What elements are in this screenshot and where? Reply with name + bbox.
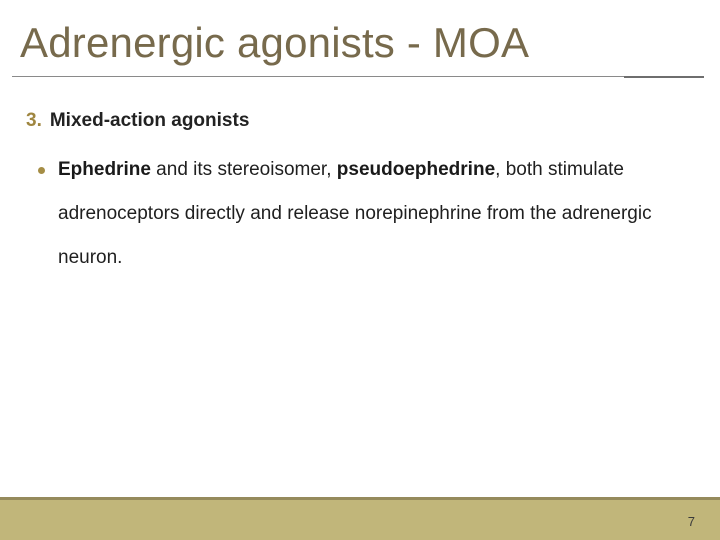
title-underline bbox=[12, 76, 624, 77]
term-pseudoephedrine: pseudoephedrine bbox=[336, 159, 496, 180]
title-underline-accent bbox=[624, 76, 704, 78]
bullet-item bbox=[38, 160, 688, 280]
slide-title: Adrenergic agonists - MOA bbox=[20, 19, 530, 66]
bullet-text-part-1: and its stereoisomer, bbox=[150, 159, 337, 180]
bullet-dot-icon bbox=[38, 167, 45, 174]
bullet-text bbox=[58, 148, 688, 280]
section-title: Mixed-action agonists bbox=[49, 110, 250, 131]
page-number: 7 bbox=[687, 514, 695, 529]
bullet-text-part-2: , both stimulate adrenoceptors directly and release norepinephrine from the adrenergic neuron. bbox=[58, 159, 652, 268]
section-heading bbox=[26, 110, 249, 132]
term-ephedrine: Ephedrine bbox=[58, 159, 151, 180]
section-number: 3. bbox=[26, 110, 42, 131]
footer-band bbox=[0, 500, 720, 540]
